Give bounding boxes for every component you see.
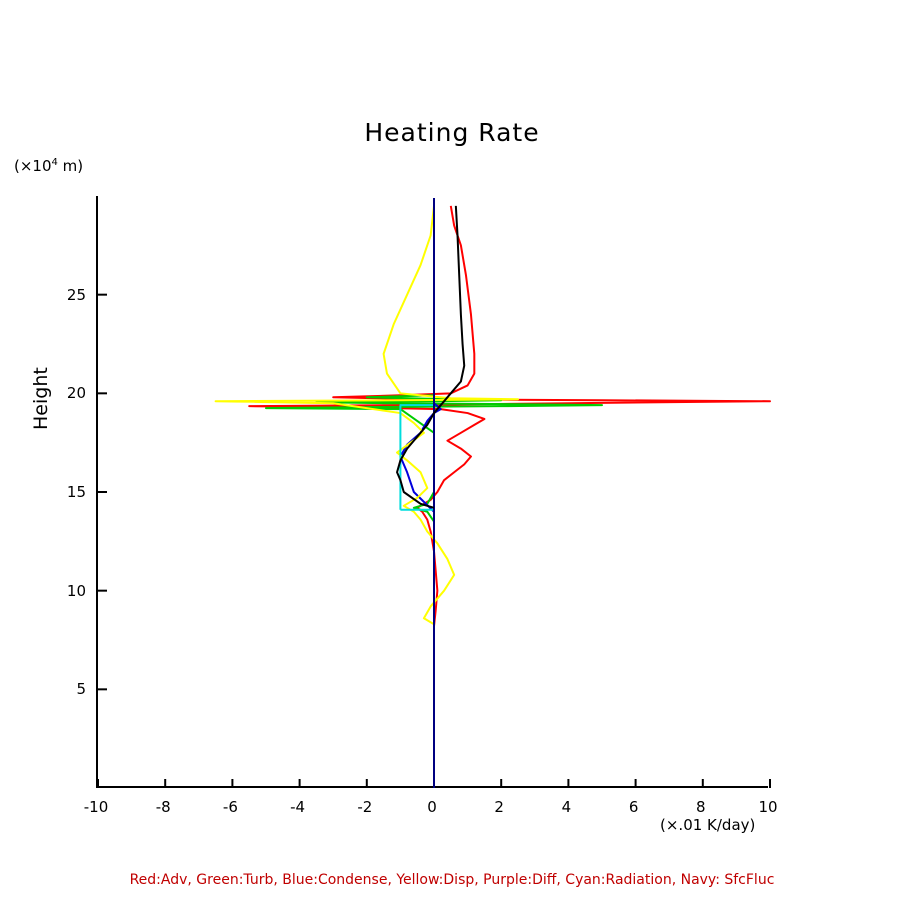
x-tick-label: -8: [155, 798, 171, 816]
chart-legend: Red:Adv, Green:Turb, Blue:Condense, Yellow:Disp, Purple:Diff, Cyan:Radiation, Navy: SfcFluc: [129, 872, 775, 888]
x-tick-label: -2: [357, 798, 373, 816]
y-axis-unit-label: ($\times 10^4$ m): [14, 157, 84, 175]
y-tick-label: 25: [66, 285, 86, 304]
x-tick-label: 0: [427, 798, 437, 816]
x-tick-label: 2: [494, 798, 504, 816]
x-tick-label: 4: [561, 798, 572, 816]
x-axis-unit-label: (×.01 K/day): [660, 816, 756, 834]
x-tick-label: 6: [628, 798, 639, 816]
series-adv: [249, 206, 770, 788]
x-tick-label: -10: [83, 798, 109, 816]
plot-area: [96, 196, 768, 788]
y-tick-label: 20: [66, 384, 86, 403]
y-axis-label: Height: [30, 367, 52, 430]
chart-title: Heating Rate: [364, 118, 540, 147]
x-tick-label: -6: [222, 798, 238, 816]
y-tick-label: 15: [66, 483, 86, 501]
x-tick-label: 8: [696, 798, 706, 816]
y-tick-label: 10: [66, 581, 86, 600]
x-tick-label: 10: [758, 798, 778, 816]
series-disp: [216, 206, 518, 788]
series-adv-dark-overlay: [397, 206, 464, 508]
y-tick-label: 5: [76, 680, 86, 699]
chart-canvas: [96, 196, 772, 790]
x-tick-label: -4: [290, 798, 306, 816]
